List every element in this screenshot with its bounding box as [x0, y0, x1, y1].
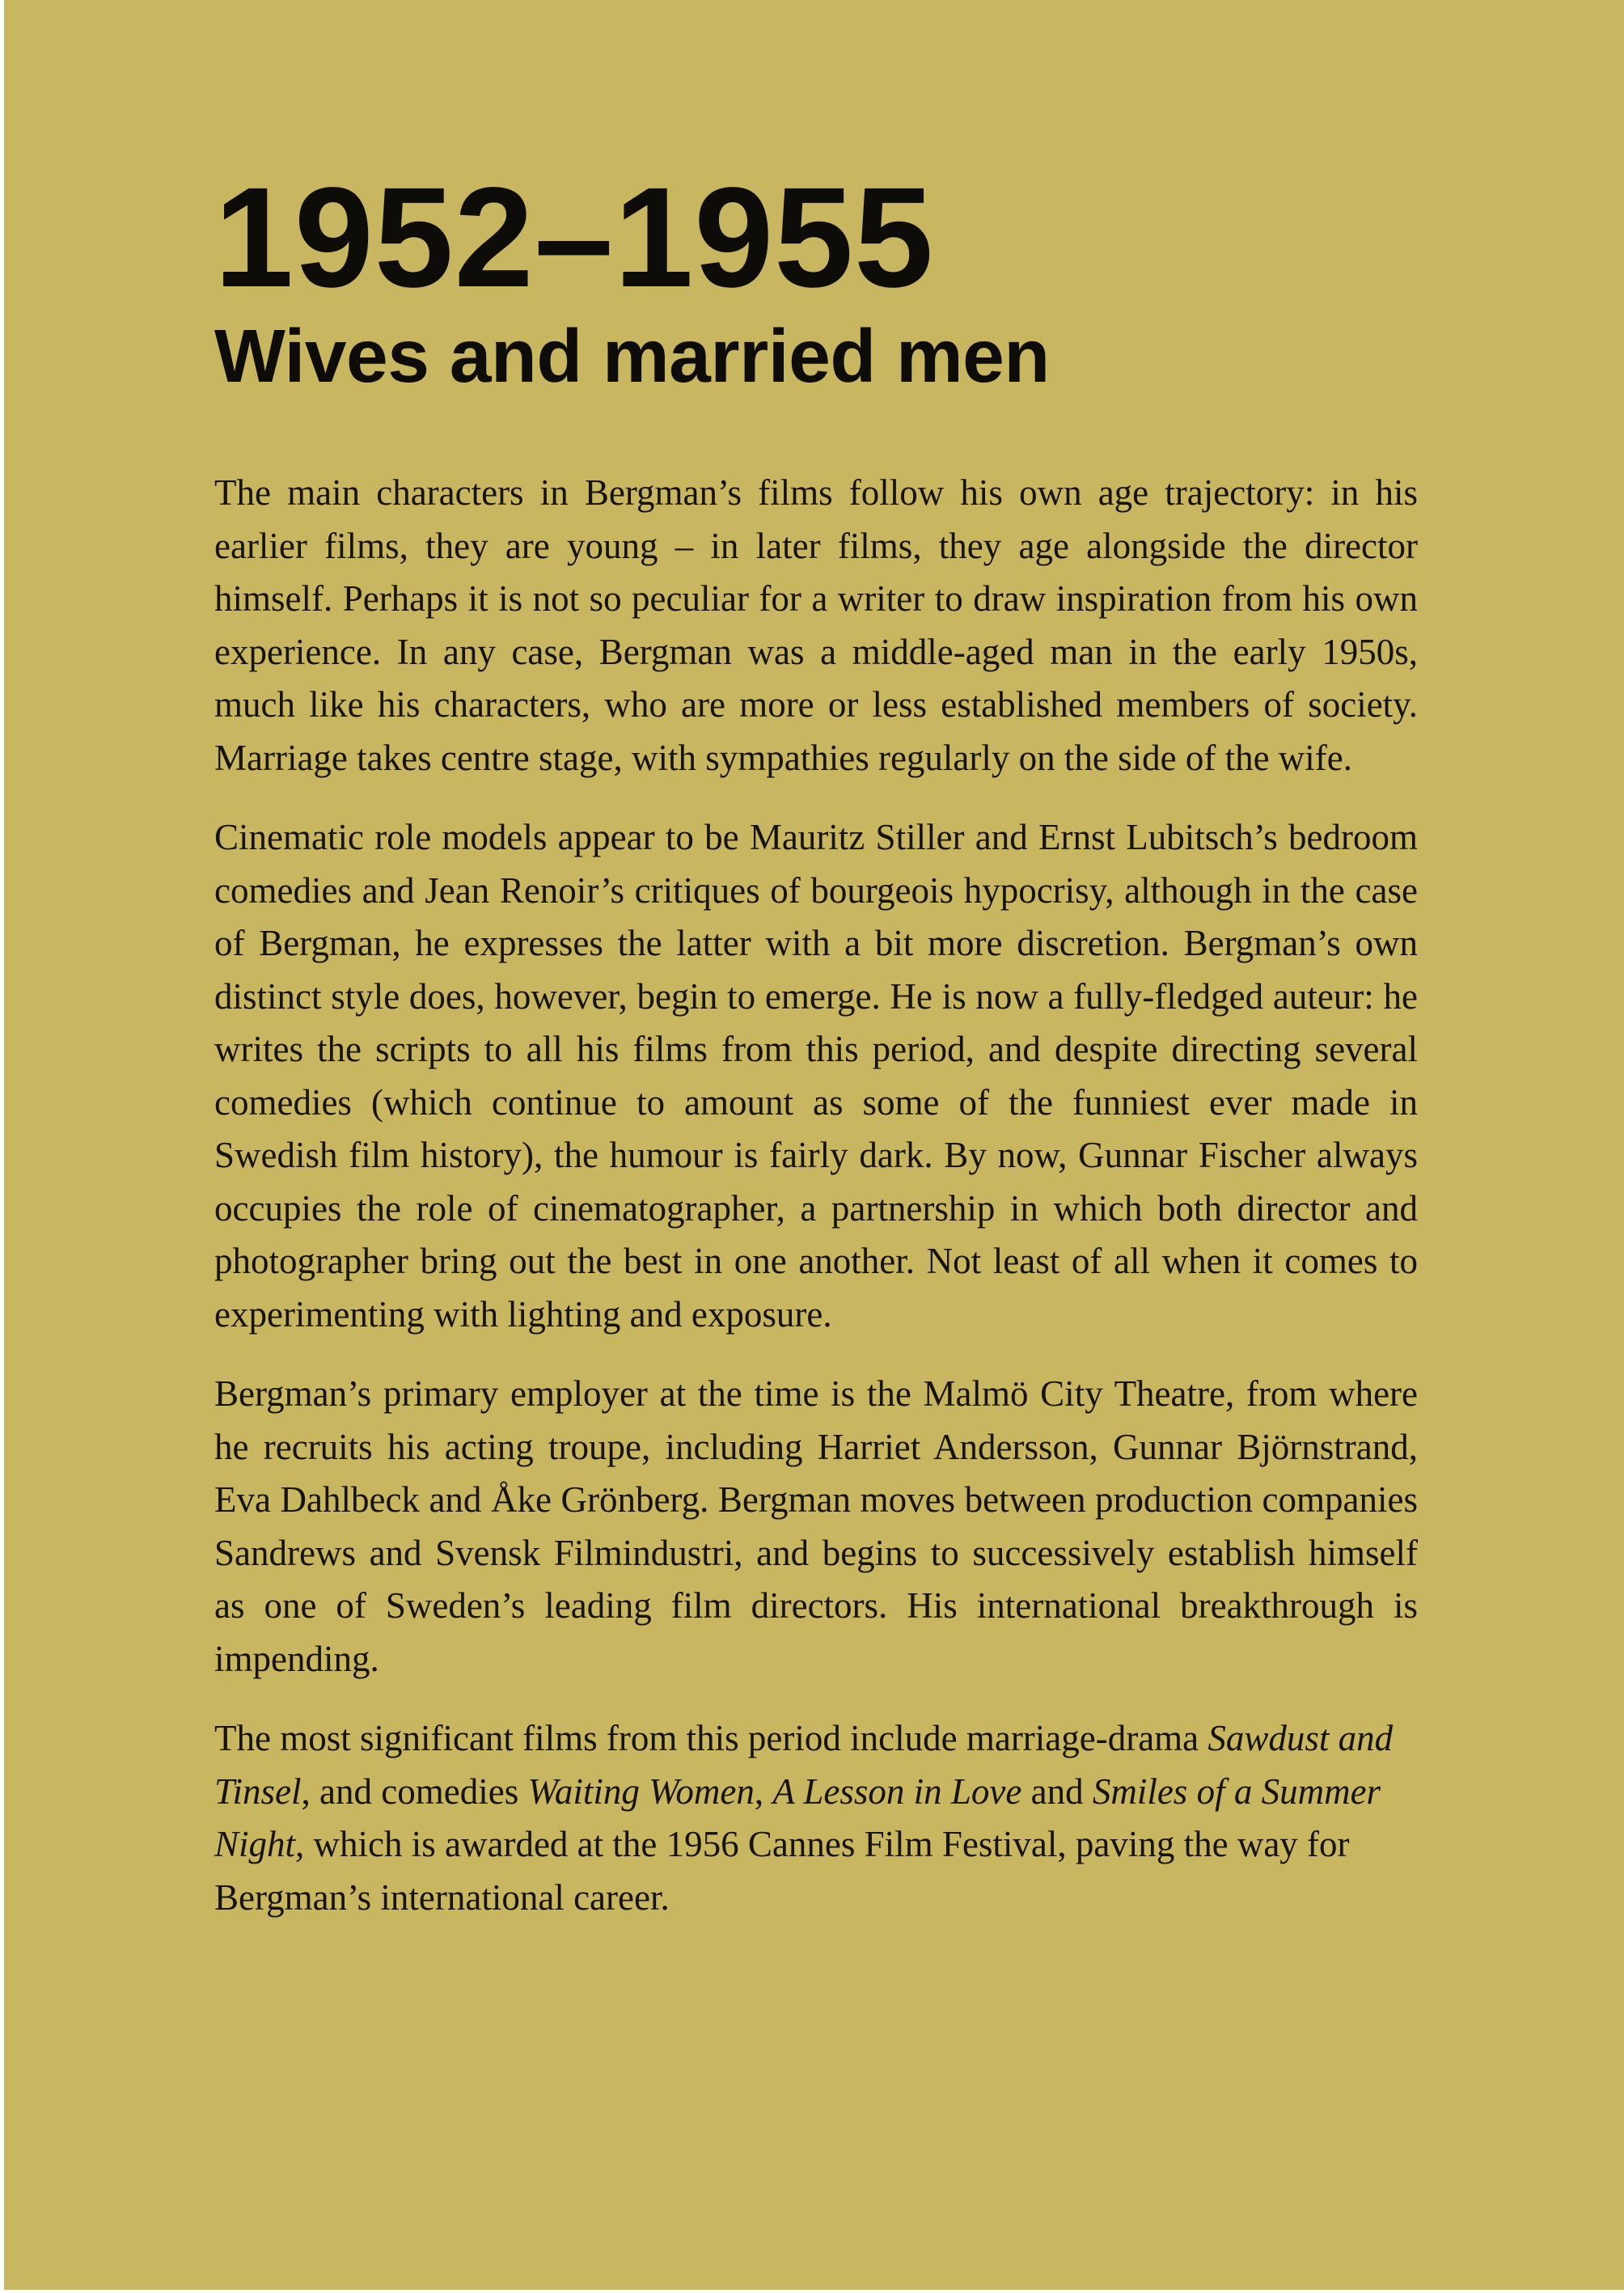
- paragraph-4-separator: ,: [754, 1771, 773, 1812]
- body-text: [214, 467, 1418, 1924]
- paragraph-1: The main characters in Bergman’s films follow his own age trajectory: in his earlier films, they are young – in later films, they age alongside the director himself. Perhaps it is not so peculiar for a writer to draw inspiration from his own experience. In any case, Bergman was a middle-aged man in the early 1950s, much like his characters, who are more or less established members of society. Marriage takes centre stage, with sympathies regularly on the side of the wife.: [214, 472, 1418, 778]
- film-title-smiles-of-a-summer-night: Smiles of a Summer Night: [214, 1771, 1381, 1864]
- paragraph-4-intro: The most significant films from this period include marriage-drama: [214, 1718, 1208, 1758]
- paragraph-2: Cinematic role models appear to be Mauritz Stiller and Ernst Lubitsch’s bedroom comedies and Jean Renoir’s critiques of bourgeois hypocrisy, although in the case of Bergman, he expresses the latter with a bit more discretion. Bergman’s own distinct style does, however, begin to emerge. He is now a fully-fledged auteur: he writes the scripts to all his films from this period, and despite directing several comedies (which continue to amount as some of the funniest ever made in Swedish film history), the humour is fairly dark. By now, Gunnar Fischer always occupies the role of cinematographer, a partnership in which both director and photographer bring out the best in one another. Not least of all when it comes to experimenting with lighting and exposure.: [214, 817, 1418, 1335]
- document-page: [4, 0, 1624, 2290]
- paragraph-3: Bergman’s primary employer at the time is the Malmö City Theatre, from where he recruits his acting troupe, including Harriet Andersson, Gunnar Björnstrand, Eva Dahlbeck and Åke Grönberg. Bergman moves between production companies Sandrews and Svensk Filmindustri, and begins to successively establish himself as one of Sweden’s leading film directors. His international breakthrough is impending.: [214, 1373, 1418, 1679]
- chapter-subtitle: Wives and married men: [214, 314, 1050, 398]
- film-title-a-lesson-in-love: A Lesson in Love: [772, 1771, 1022, 1812]
- paragraph-4: [214, 1712, 1418, 1924]
- paragraph-4-separator: and: [1021, 1771, 1093, 1812]
- film-title-waiting-women: Waiting Women: [527, 1771, 755, 1812]
- film-title-sawdust-and-tinsel: Sawdust and Tinsel: [214, 1718, 1394, 1812]
- paragraph-4-outro: , which is awarded at the 1956 Cannes Film Festival, paving the way for Bergman’s international career.: [214, 1824, 1350, 1918]
- period-heading: 1952–1955: [214, 159, 934, 317]
- page-content: [214, 159, 1418, 1924]
- paragraph-4-separator: , and comedies: [301, 1771, 528, 1812]
